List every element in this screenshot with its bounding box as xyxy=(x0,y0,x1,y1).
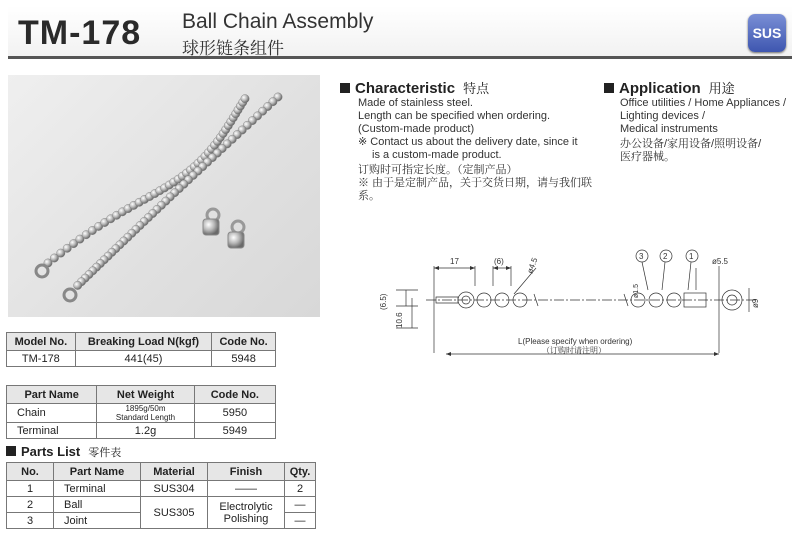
col-finish: Finish xyxy=(208,463,285,481)
col-material: Material xyxy=(141,463,208,481)
model-table xyxy=(6,332,276,367)
col-net-weight: Net Weight xyxy=(97,386,194,404)
col-no: No. xyxy=(7,463,54,481)
chain-ball xyxy=(241,95,249,103)
col-code-no: Code No. xyxy=(194,386,275,404)
col-breaking-load: Breaking Load N(kgf) xyxy=(75,333,211,351)
col-model-no: Model No. xyxy=(7,333,76,351)
characteristic-text: Made of stainless steel. Length can be specified when ordering. (Custom-made product) ※ Contact us about the delivery date, since it is a custom-made product. 订购时可指定长度。（定制产品） ※ 由于是定制产品，关于交货日期，请与我们联系。 xyxy=(358,97,593,202)
length-label: L(Please specify when ordering) xyxy=(518,337,633,346)
model-number: TM-178 xyxy=(18,14,142,52)
parts-list-table xyxy=(6,462,316,529)
table-row: Terminal 1.2g 5949 xyxy=(7,423,276,439)
table-row: Chain 1895g/50m Standard Length 5950 xyxy=(7,404,276,423)
loose-terminal-2 xyxy=(228,221,244,248)
dim-dia-1-5: ø1.5 xyxy=(633,283,640,298)
application-heading: Application 用途 xyxy=(604,78,735,97)
col-part-name: Part Name xyxy=(7,386,97,404)
dim-6: (6) xyxy=(494,257,504,266)
dim-10-6: 10.6 xyxy=(395,312,404,328)
loose-terminal-1 xyxy=(203,209,219,235)
characteristic-heading: Characteristic 特点 xyxy=(340,78,489,97)
terminal-ring-left xyxy=(36,265,48,277)
callout-3: 3 xyxy=(639,252,644,261)
callout-2: 2 xyxy=(663,252,668,261)
col-part-name: Part Name xyxy=(54,463,141,481)
terminal-ring-right xyxy=(64,289,76,301)
product-title: Ball Chain Assembly xyxy=(182,10,374,33)
dimension-drawing xyxy=(366,228,766,368)
ball-chain-image xyxy=(8,75,320,317)
length-label-zh: （订购时请注明） xyxy=(542,346,606,355)
dim-dia-5-5: ø5.5 xyxy=(712,257,729,266)
product-photo xyxy=(8,75,320,317)
part-weight-table xyxy=(6,385,276,439)
col-code-no: Code No. xyxy=(212,333,276,351)
dim-dia-9: ø9 xyxy=(751,298,760,308)
table-row: 2 Ball SUS305 Electrolytic Polishing — xyxy=(7,497,316,513)
material-badge: SUS xyxy=(748,14,786,52)
chain-ball xyxy=(74,281,82,289)
table-row: 3 Joint — xyxy=(7,513,316,529)
product-title-zh: 球形链条组件 xyxy=(182,39,284,58)
col-qty: Qty. xyxy=(285,463,316,481)
application-text: Office utilities / Home Appliances / Lighting devices / Medical instruments 办公设备/家用设备/照明设备/ 医疗器械。 xyxy=(620,97,787,163)
dim-dia-4-5: ø4.5 xyxy=(525,256,540,275)
table-row: 1 Terminal SUS304 —— 2 xyxy=(7,481,316,497)
dim-17: 17 xyxy=(450,257,459,266)
parts-list-heading: Parts List 零件表 xyxy=(6,444,121,460)
callout-1: 1 xyxy=(689,252,694,261)
dim-6-5: (6.5) xyxy=(379,293,388,310)
table-row: TM-178 441(45) 5948 xyxy=(7,351,276,367)
